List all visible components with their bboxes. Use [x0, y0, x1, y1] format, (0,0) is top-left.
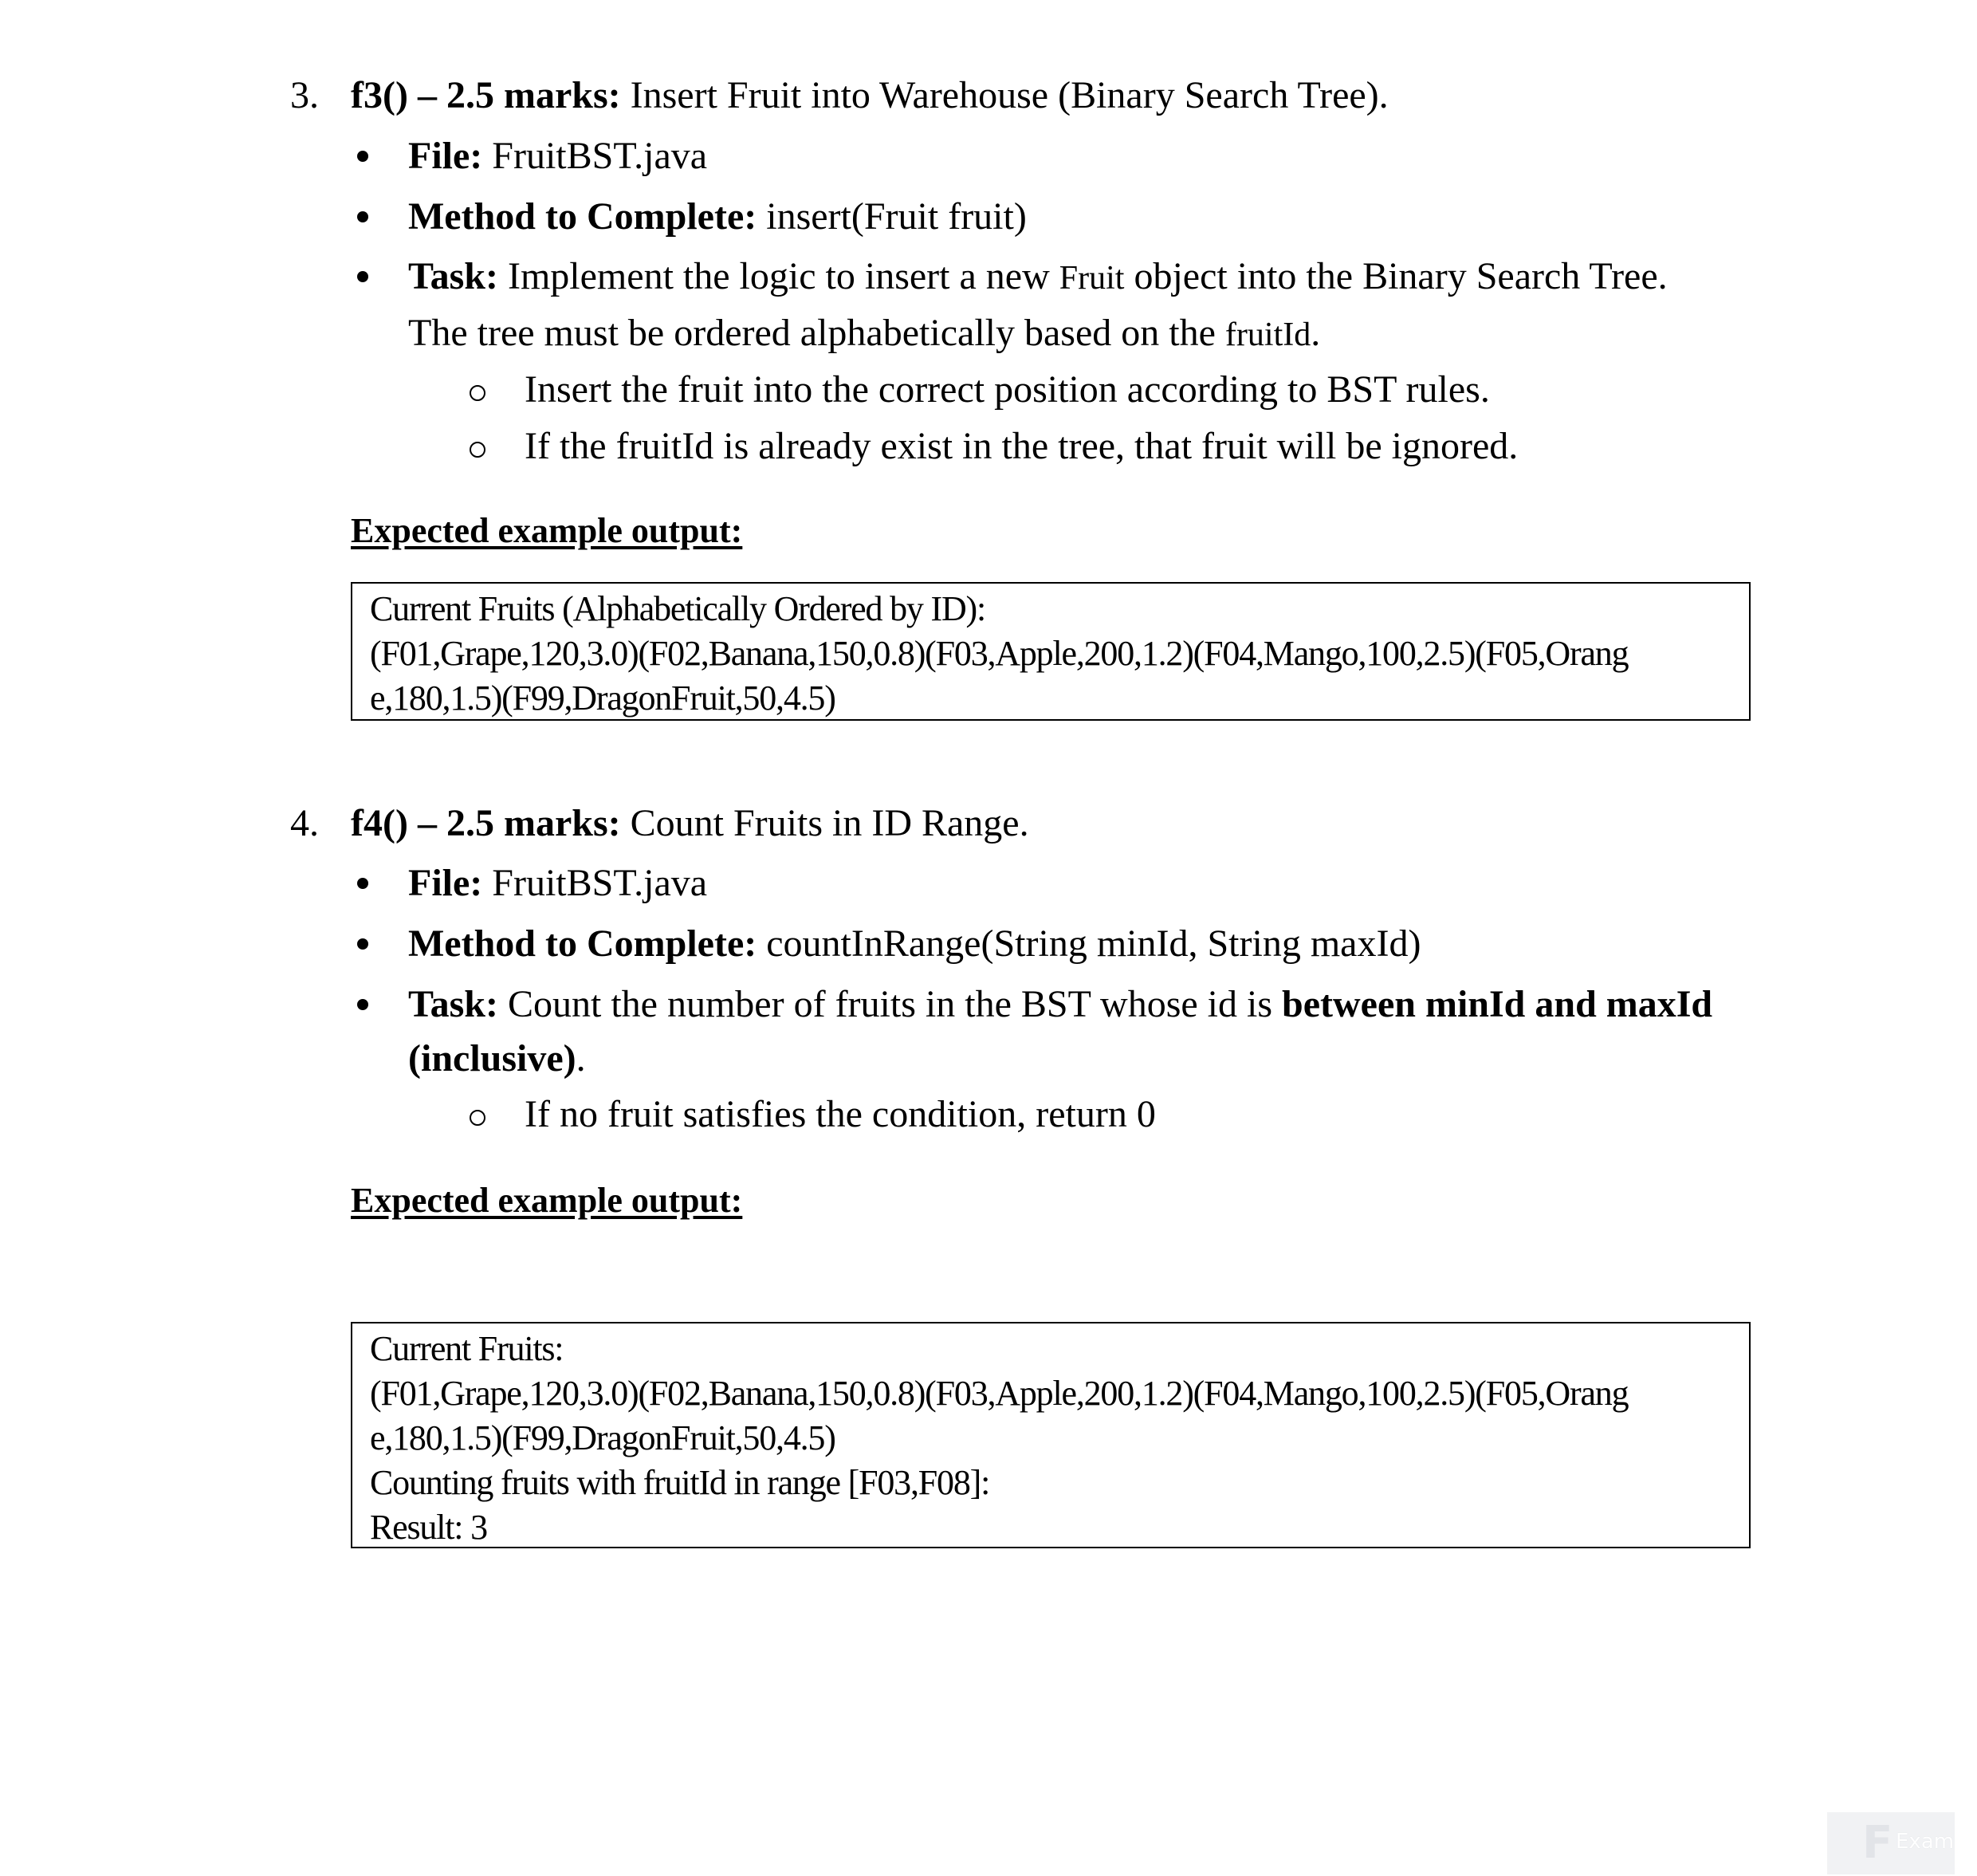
output-line: Current Fruits (Alphabetically Ordered by ID): — [370, 589, 986, 628]
q3-file-label: File: — [408, 135, 483, 177]
q4-method-value: countInRange(String minId, String maxId) — [757, 922, 1421, 965]
q3-task-code: Fruit — [1059, 260, 1125, 297]
q3-file — [408, 134, 707, 179]
output-line: e,180,1.5)(F99,DragonFruit,50,4.5) — [370, 678, 835, 718]
q4-task-line-2 — [408, 1036, 586, 1081]
q4-task-text-end: . — [576, 1037, 586, 1080]
q3-title-bold: f3() – 2.5 marks: — [351, 74, 621, 116]
q4-task-label: Task: — [408, 983, 498, 1025]
output-line: e,180,1.5)(F99,DragonFruit,50,4.5) — [370, 1418, 835, 1457]
q3-task-text-2-end: . — [1311, 312, 1321, 354]
q3-file-value: FruitBST.java — [482, 135, 708, 177]
q3-expected-heading: Expected example output: — [351, 511, 743, 550]
circle-bullet-icon — [470, 442, 485, 458]
q3-title-text: Insert Fruit into Warehouse (Binary Search Tree). — [620, 74, 1389, 116]
q3-task-label: Task: — [408, 255, 498, 297]
q4-task-bold: between minId and maxId — [1282, 983, 1713, 1025]
q4-subitem-1: If no fruit satisfies the condition, return 0 — [525, 1093, 1156, 1135]
q4-file-label: File: — [408, 862, 483, 904]
bullet-icon — [357, 271, 368, 282]
q4-task-bold-2: (inclusive) — [408, 1037, 576, 1080]
bullet-icon — [357, 151, 368, 162]
q3-subitem-1: Insert the fruit into the correct position according to BST rules. — [525, 368, 1490, 411]
output-line: (F01,Grape,120,3.0)(F02,Banana,150,0.8)(F03,Apple,200,1.2)(F04,Mango,100,2.5)(F05,Orang — [370, 634, 1629, 673]
q4-method-label: Method to Complete: — [408, 922, 757, 965]
circle-bullet-icon — [470, 385, 485, 401]
q3-task-text: Implement the logic to insert a new — [497, 255, 1059, 297]
q4-output-box — [351, 1322, 1751, 1548]
q4-title-bold: f4() – 2.5 marks: — [351, 802, 621, 844]
circle-bullet-icon — [470, 1110, 485, 1126]
logo-text: Exam — [1896, 1830, 1955, 1854]
output-line: (F01,Grape,120,3.0)(F02,Banana,150,0.8)(F03,Apple,200,1.2)(F04,Mango,100,2.5)(F05,Orang — [370, 1374, 1629, 1413]
q4-file — [408, 861, 707, 906]
output-line: Current Fruits: — [370, 1329, 564, 1368]
q4-expected-heading: Expected example output: — [351, 1181, 743, 1220]
bullet-icon — [357, 878, 368, 889]
logo-mark: F — [1862, 1817, 1893, 1869]
q4-number: 4. — [290, 802, 319, 844]
q3-method-value: insert(Fruit fruit) — [757, 195, 1027, 238]
bullet-icon — [357, 938, 368, 950]
exam-logo — [1827, 1812, 1955, 1874]
q4-task-line-1 — [408, 982, 1712, 1027]
q3-task-text-cont: object into the Binary Search Tree. — [1124, 255, 1668, 297]
q4-method — [408, 922, 1421, 966]
q4-task-text: Count the number of fruits in the BST whose id is — [497, 983, 1283, 1025]
q3-output-box — [351, 582, 1751, 721]
bullet-icon — [357, 211, 368, 222]
q3-task-line-1 — [408, 254, 1668, 301]
q3-task-text-2: The tree must be ordered alphabetically based on the — [408, 312, 1225, 354]
output-line: Result: 3 — [370, 1508, 487, 1547]
q3-method-label: Method to Complete: — [408, 195, 757, 238]
q4-file-value: FruitBST.java — [482, 862, 708, 904]
q4-title — [351, 801, 1029, 846]
q3-method — [408, 195, 1027, 239]
q3-title — [351, 73, 1389, 118]
q3-subitem-2: If the fruitId is already exist in the tree, that fruit will be ignored. — [525, 425, 1519, 467]
q3-number: 3. — [290, 74, 319, 116]
q3-task-line-2 — [408, 311, 1320, 357]
bullet-icon — [357, 999, 368, 1010]
output-line: Counting fruits with fruitId in range [F03,F08]: — [370, 1463, 990, 1502]
q3-task-code-2: fruitId — [1224, 317, 1311, 353]
q4-title-text: Count Fruits in ID Range. — [620, 802, 1029, 844]
